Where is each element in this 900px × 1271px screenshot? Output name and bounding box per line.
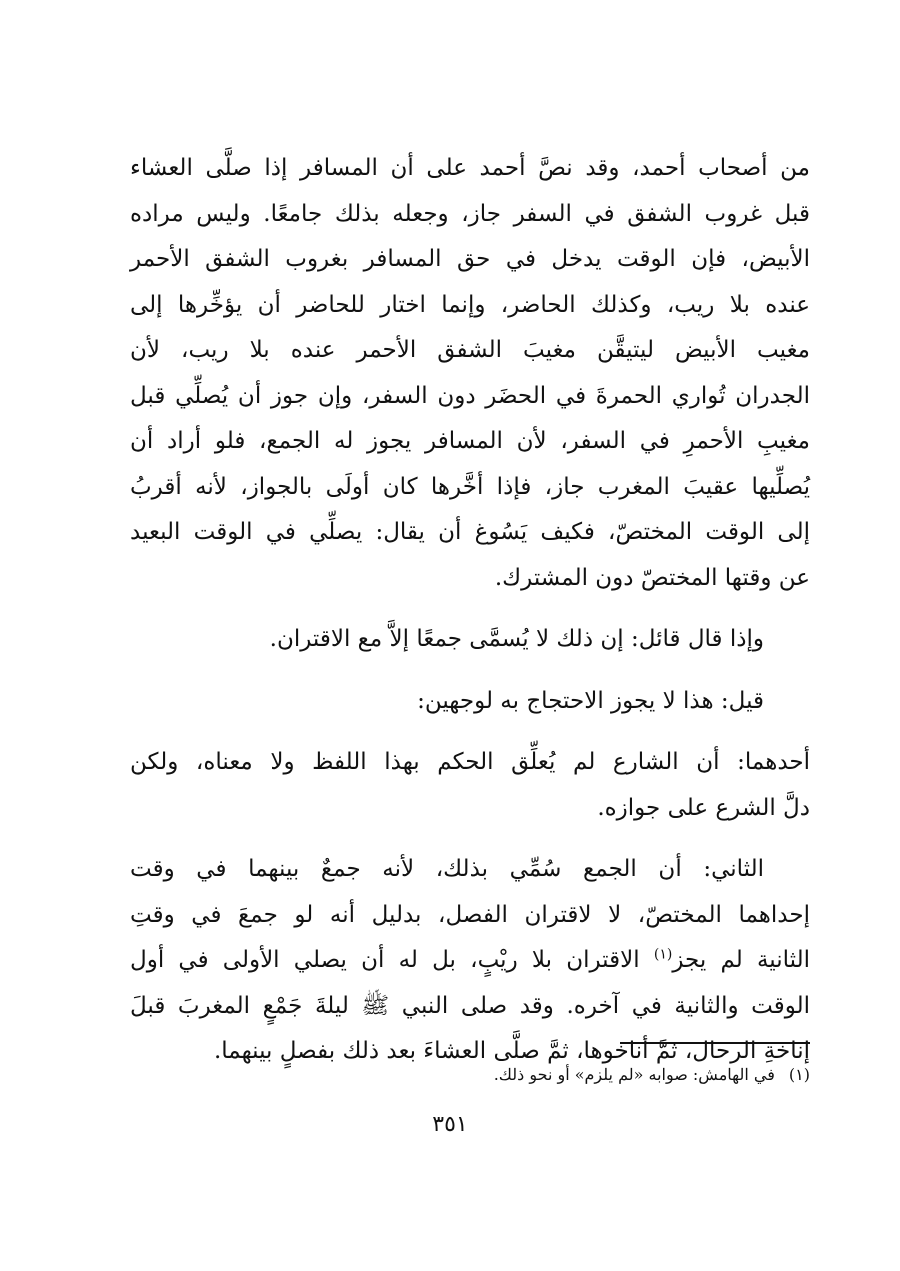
paragraph-5 bbox=[130, 847, 810, 1075]
paragraph-1 bbox=[130, 146, 810, 601]
text-line: إلى الوقت المختصّ، فكيف يَسُوغ أن يقال: يصلِّي في الوقت البعيد bbox=[130, 519, 810, 545]
text-line: وإذا قال قائل: إن ذلك لا يُسمَّى جمعًا إلاَّ مع الاقتران. bbox=[269, 626, 764, 652]
paragraph-4 bbox=[130, 740, 810, 831]
footnote-divider bbox=[620, 1042, 810, 1044]
text-line: مغيبِ الأحمرِ في السفر، لأن المسافر يجوز له الجمع، فلو أراد أن bbox=[130, 428, 810, 454]
text-line: مغيب الأبيض ليتيقَّن مغيبَ الشفق الأحمر عنده بلا ريب، لأن bbox=[130, 337, 810, 363]
paragraph-3 bbox=[130, 679, 810, 725]
text-line: الثاني: أن الجمع سُمِّي بذلك، لأنه جمعٌ بينهما في وقت bbox=[130, 856, 764, 882]
paragraph-2 bbox=[130, 617, 810, 663]
text-line: الوقت والثانية في آخره. وقد صلى النبي ﷺ ليلةَ جَمْعٍ المغربَ قبلَ bbox=[130, 992, 810, 1019]
text-line: الجدران تُواري الحمرةَ في الحضَر دون السفر، وإن جوز أن يُصلِّي قبل bbox=[130, 382, 810, 409]
text-line: من أصحاب أحمد، وقد نصَّ أحمد على أن المسافر إذا صلَّى العشاء bbox=[130, 155, 810, 181]
text-line: يُصلِّيها عقيبَ المغرب جاز، فإذا أخَّرها كان أولَى بالجواز، لأنه أقربُ bbox=[130, 473, 810, 500]
page-number: ٣٥١ bbox=[432, 1112, 468, 1137]
footnote-text: في الهامش: صوابه «لم يلزم» أو نحو ذلك. bbox=[493, 1065, 775, 1084]
text-line: قبل غروب الشفق في السفر جاز، وجعله بذلك جامعًا. وليس مراده bbox=[130, 200, 810, 227]
text-line: قيل: هذا لا يجوز الاحتجاج به لوجهين: bbox=[417, 687, 764, 714]
text-line: إناخةِ الرحال، ثمَّ أناخوها، ثمَّ صلَّى العشاءَ بعد ذلك بفصلٍ بينهما. bbox=[213, 1038, 810, 1064]
text-line bbox=[130, 938, 810, 984]
text-fragment: الثانية لم يجز bbox=[672, 947, 810, 973]
footnote bbox=[494, 1062, 810, 1088]
text-line: الأبيض، فإن الوقت يدخل في حق المسافر بغروب الشفق الأحمر bbox=[130, 246, 810, 272]
text-line: دلَّ الشرع على جوازه. bbox=[597, 794, 810, 821]
footnote-reference[interactable]: (١) bbox=[653, 946, 673, 963]
text-line: عنده بلا ريب، وكذلك الحاضر، وإنما اختار للحاضر أن يؤخِّرها إلى bbox=[130, 291, 810, 318]
text-line: إحداهما المختصّ، لا لاقتران الفصل، بدليل أنه لو جمعَ في وقتِ bbox=[130, 901, 810, 928]
text-line: أحدهما: أن الشارع لم يُعلِّق الحكم بهذا اللفظ ولا معناه، ولكن bbox=[130, 749, 810, 775]
page-body bbox=[130, 146, 810, 1075]
text-line: عن وقتها المختصّ دون المشترك. bbox=[494, 564, 810, 591]
text-fragment: الاقتران بلا ريْبٍ، بل له أن يصلي الأولى في أول bbox=[130, 947, 654, 973]
footnote-number: (١) bbox=[788, 1065, 810, 1084]
